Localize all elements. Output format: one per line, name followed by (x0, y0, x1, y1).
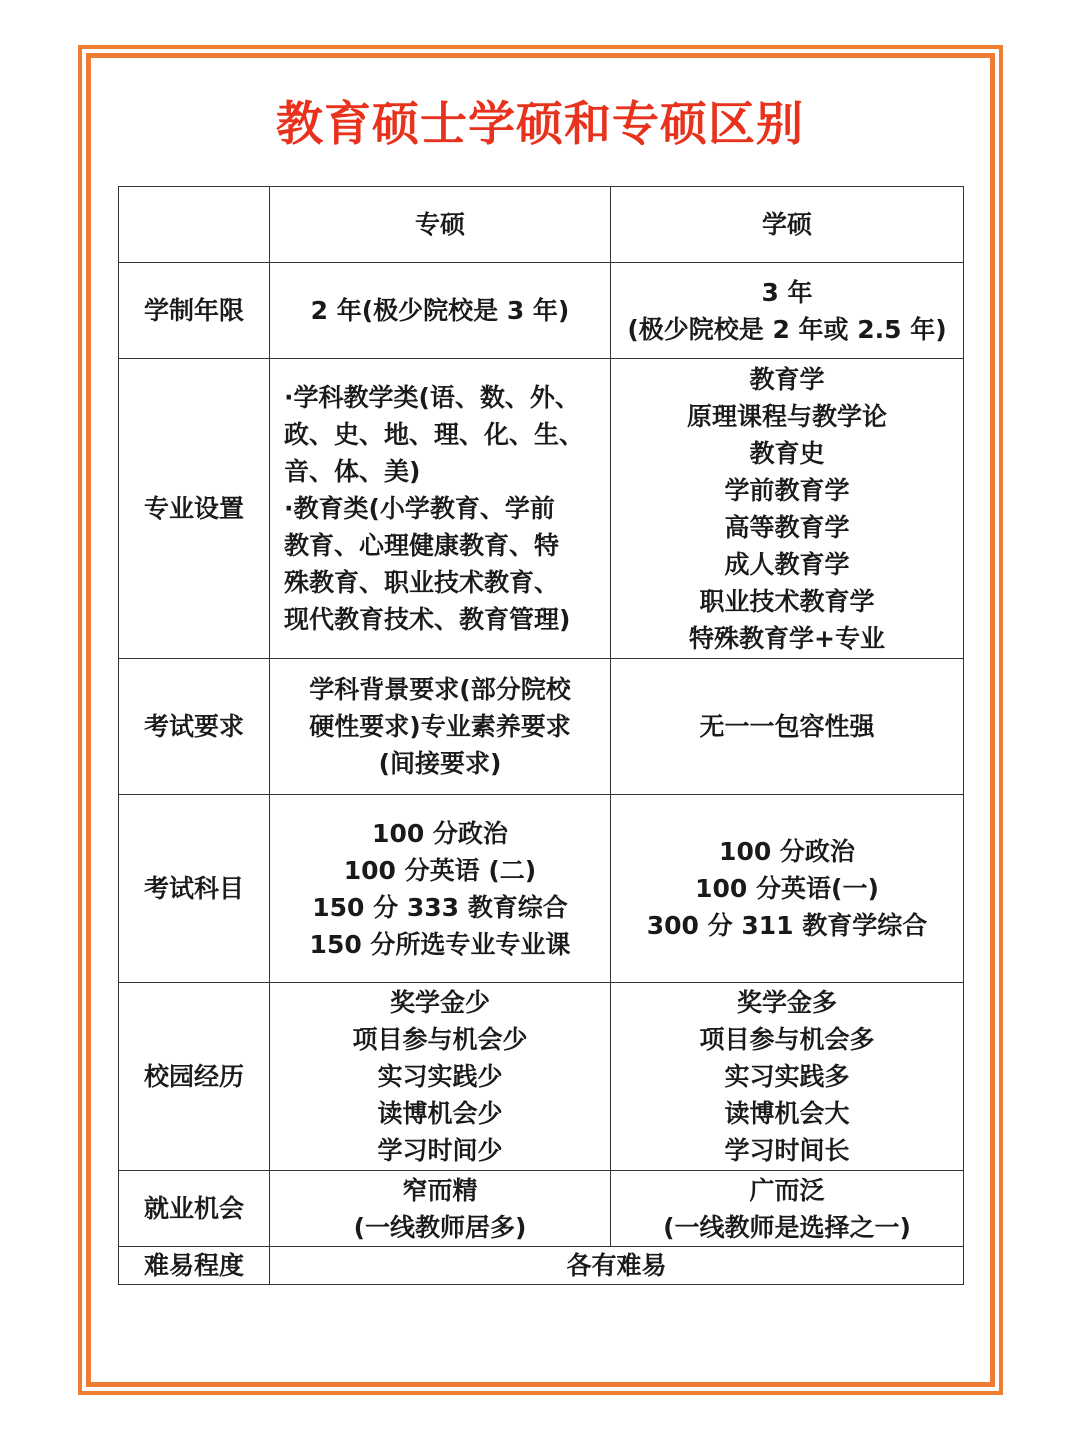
row-label-difficulty: 难易程度 (119, 1247, 270, 1285)
cell-subjects-zhuanshuo: 100 分政治 100 分英语 (二) 150 分 333 教育综合 150 分所选专业专业课 (270, 795, 611, 983)
table-row (119, 1247, 964, 1285)
row-label-duration: 学制年限 (119, 263, 270, 359)
row-label-campus: 校园经历 (119, 983, 270, 1171)
table-row (119, 659, 964, 795)
table-row (119, 983, 964, 1171)
row-label-employment: 就业机会 (119, 1171, 270, 1247)
table-row (119, 263, 964, 359)
cell-campus-xueshuo: 奖学金多 项目参与机会多 实习实践多 读博机会大 学习时间长 (611, 983, 964, 1171)
cell-requirements-zhuanshuo: 学科背景要求(部分院校 硬性要求)专业素养要求 (间接要求) (270, 659, 611, 795)
header-zhuanshuo: 专硕 (270, 187, 611, 263)
table-row (119, 1171, 964, 1247)
cell-difficulty-value: 各有难易 (270, 1247, 964, 1285)
page-title: 教育硕士学硕和专硕区别 (276, 97, 804, 152)
cell-duration-xueshuo: 3 年 (极少院校是 2 年或 2.5 年) (611, 263, 964, 359)
header-xueshuo: 学硕 (611, 187, 964, 263)
cell-campus-zhuanshuo: 奖学金少 项目参与机会少 实习实践少 读博机会少 学习时间少 (270, 983, 611, 1171)
table-header-row (119, 187, 964, 263)
cell-subjects-xueshuo: 100 分政治 100 分英语(一) 300 分 311 教育学综合 (611, 795, 964, 983)
cell-majors-xueshuo: 教育学 原理课程与教学论 教育史 学前教育学 高等教育学 成人教育学 职业技术教育学 特殊教育学+专业 (611, 359, 964, 659)
cell-requirements-xueshuo: 无一一包容性强 (611, 659, 964, 795)
table-row (119, 795, 964, 983)
row-label-subjects: 考试科目 (119, 795, 270, 983)
cell-duration-zhuanshuo: 2 年(极少院校是 3 年) (270, 263, 611, 359)
cell-employment-zhuanshuo: 窄而精 (一线教师居多) (270, 1171, 611, 1247)
row-label-requirements: 考试要求 (119, 659, 270, 795)
header-corner-cell (119, 187, 270, 263)
cell-majors-zhuanshuo: ·学科教学类(语、数、外、 政、史、地、理、化、生、 音、体、美) ·教育类(小学教育、学前 教育、心理健康教育、特 殊教育、职业技术教育、 现代教育技术、教育管理) (270, 359, 611, 659)
comparison-table (118, 186, 964, 1285)
cell-employment-xueshuo: 广而泛 (一线教师是选择之一) (611, 1171, 964, 1247)
table-row (119, 359, 964, 659)
row-label-majors: 专业设置 (119, 359, 270, 659)
